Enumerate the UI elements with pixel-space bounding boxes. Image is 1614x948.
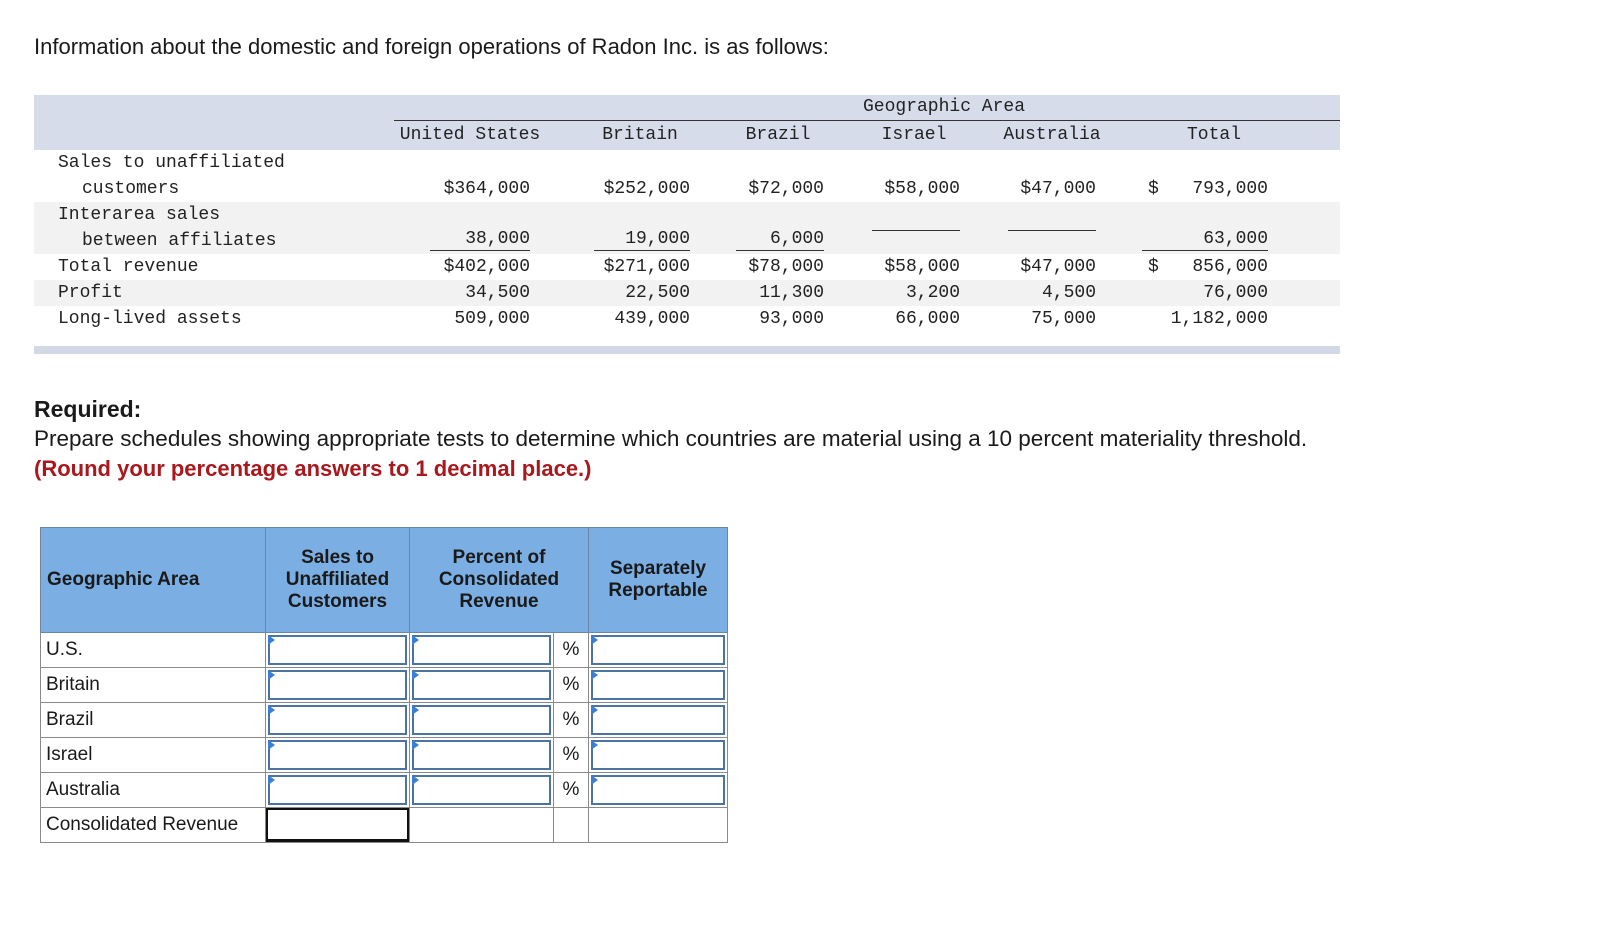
table-row (41, 773, 728, 808)
table-row (34, 254, 1340, 280)
percent-input-britain[interactable] (412, 670, 551, 700)
value-cell: 38,000 (430, 229, 530, 251)
table-row (41, 703, 728, 738)
header-percent-consolidated: Percent of Consolidated Revenue (410, 528, 589, 633)
row-label: Total revenue (58, 257, 199, 277)
operations-data-table (34, 95, 1340, 354)
table-row (41, 668, 728, 703)
table-row (34, 228, 1340, 254)
row-label: Profit (58, 283, 123, 303)
reportable-input-britain[interactable] (591, 670, 725, 700)
empty-cell (589, 808, 728, 843)
sales-cell (266, 738, 410, 773)
value-cell: 22,500 (625, 283, 690, 303)
rounding-note: (Round your percentage answers to 1 decimal place.) (34, 456, 592, 481)
reportable-input-israel[interactable] (591, 740, 725, 770)
sales-input-us[interactable] (268, 635, 407, 665)
intro-text: Information about the domestic and foreign operations of Radon Inc. is as follows: (34, 34, 829, 59)
value-cell: $78,000 (748, 257, 824, 277)
table-row (34, 280, 1340, 306)
table-row (34, 306, 1340, 332)
sales-cell (266, 703, 410, 738)
table-header (34, 95, 1340, 150)
value-cell: 439,000 (614, 309, 690, 329)
header-separately-reportable: Separately Reportable (589, 528, 728, 633)
value-cell: 11,300 (759, 283, 824, 303)
empty-cell (410, 808, 554, 843)
sales-input-brazil[interactable] (268, 705, 407, 735)
percent-sign: % (554, 633, 589, 668)
value-cell: 34,500 (465, 283, 530, 303)
required-text: Prepare schedules showing appropriate tests to determine which countries are material using a 10 percent materiality threshold. (34, 426, 1308, 451)
percent-input-brazil[interactable] (412, 705, 551, 735)
reportable-input-australia[interactable] (591, 775, 725, 805)
percent-input-australia[interactable] (412, 775, 551, 805)
value-cell: $47,000 (1020, 179, 1096, 199)
required-heading: Required: (34, 396, 142, 422)
value-cell: 19,000 (594, 229, 690, 251)
value-cell: $58,000 (884, 257, 960, 277)
answer-table (40, 527, 728, 843)
table-row (34, 150, 1340, 176)
value-cell: 63,000 (1142, 229, 1268, 251)
percent-cell (410, 738, 554, 773)
col-header-total: Total (1186, 125, 1241, 145)
col-header-israel: Israel (881, 125, 947, 145)
sales-cell (266, 773, 410, 808)
percent-sign: % (554, 703, 589, 738)
table-row (41, 633, 728, 668)
value-cell (1008, 229, 1096, 231)
table-row (41, 808, 728, 843)
percent-cell (410, 773, 554, 808)
col-header-brazil: Brazil (745, 125, 811, 145)
row-label-australia: Australia (41, 773, 266, 808)
col-header-united-states: United States (399, 125, 541, 145)
percent-cell (410, 668, 554, 703)
sales-input-israel[interactable] (268, 740, 407, 770)
table-row (34, 202, 1340, 228)
value-cell: 75,000 (1031, 309, 1096, 329)
value-cell: 3,200 (905, 283, 960, 303)
reportable-cell (589, 773, 728, 808)
reportable-cell (589, 703, 728, 738)
header-sales-unaffiliated: Sales to Unaffiliated Customers (266, 528, 410, 633)
reportable-input-brazil[interactable] (591, 705, 725, 735)
percent-sign: % (554, 738, 589, 773)
value-cell: 93,000 (759, 309, 824, 329)
sales-input-australia[interactable] (268, 775, 407, 805)
currency-symbol: $ (1148, 257, 1159, 277)
reportable-cell (589, 633, 728, 668)
percent-cell (410, 633, 554, 668)
percent-input-us[interactable] (412, 635, 551, 665)
currency-symbol: $ (1148, 179, 1159, 199)
row-label: Long-lived assets (58, 309, 242, 329)
value-cell: 509,000 (454, 309, 530, 329)
consolidated-sales-cell[interactable] (266, 808, 410, 843)
sales-input-britain[interactable] (268, 670, 407, 700)
value-cell: 4,500 (1041, 283, 1096, 303)
value-cell: 66,000 (895, 309, 960, 329)
row-label: between affiliates (82, 231, 277, 251)
row-label-brazil: Brazil (41, 703, 266, 738)
header-geographic-area: Geographic Area (41, 528, 266, 633)
col-header-australia: Australia (1003, 125, 1101, 145)
col-header-britain: Britain (602, 125, 678, 145)
percent-sign: % (554, 773, 589, 808)
value-cell (872, 229, 960, 231)
value-cell: 76,000 (1203, 283, 1268, 303)
row-label-israel: Israel (41, 738, 266, 773)
sales-cell (266, 668, 410, 703)
percent-input-israel[interactable] (412, 740, 551, 770)
value-cell: $72,000 (748, 179, 824, 199)
empty-cell (554, 808, 589, 843)
reportable-cell (589, 668, 728, 703)
value-cell: 793,000 (1192, 179, 1268, 199)
value-cell: $47,000 (1020, 257, 1096, 277)
row-label: customers (82, 179, 180, 199)
row-label-us: U.S. (41, 633, 266, 668)
row-label-britain: Britain (41, 668, 266, 703)
sales-cell (266, 633, 410, 668)
row-label: Interarea sales (58, 205, 221, 225)
value-cell: $402,000 (443, 257, 530, 277)
percent-sign: % (554, 668, 589, 703)
value-cell: $58,000 (884, 179, 960, 199)
reportable-input-us[interactable] (591, 635, 725, 665)
table-row (34, 176, 1340, 202)
value-cell: $271,000 (603, 257, 690, 277)
value-cell: 6,000 (736, 229, 824, 251)
table-row (41, 738, 728, 773)
header-divider (394, 120, 1340, 121)
consolidated-revenue-input[interactable] (266, 808, 409, 842)
row-label-consolidated-revenue: Consolidated Revenue (41, 808, 266, 843)
percent-cell (410, 703, 554, 738)
row-label: Sales to unaffiliated (58, 153, 285, 173)
value-cell: 856,000 (1192, 257, 1268, 277)
value-cell: 1,182,000 (1170, 309, 1268, 329)
value-cell: $364,000 (443, 179, 530, 199)
reportable-cell (589, 738, 728, 773)
value-cell: $252,000 (603, 179, 690, 199)
geographic-area-header: Geographic Area (862, 97, 1026, 117)
